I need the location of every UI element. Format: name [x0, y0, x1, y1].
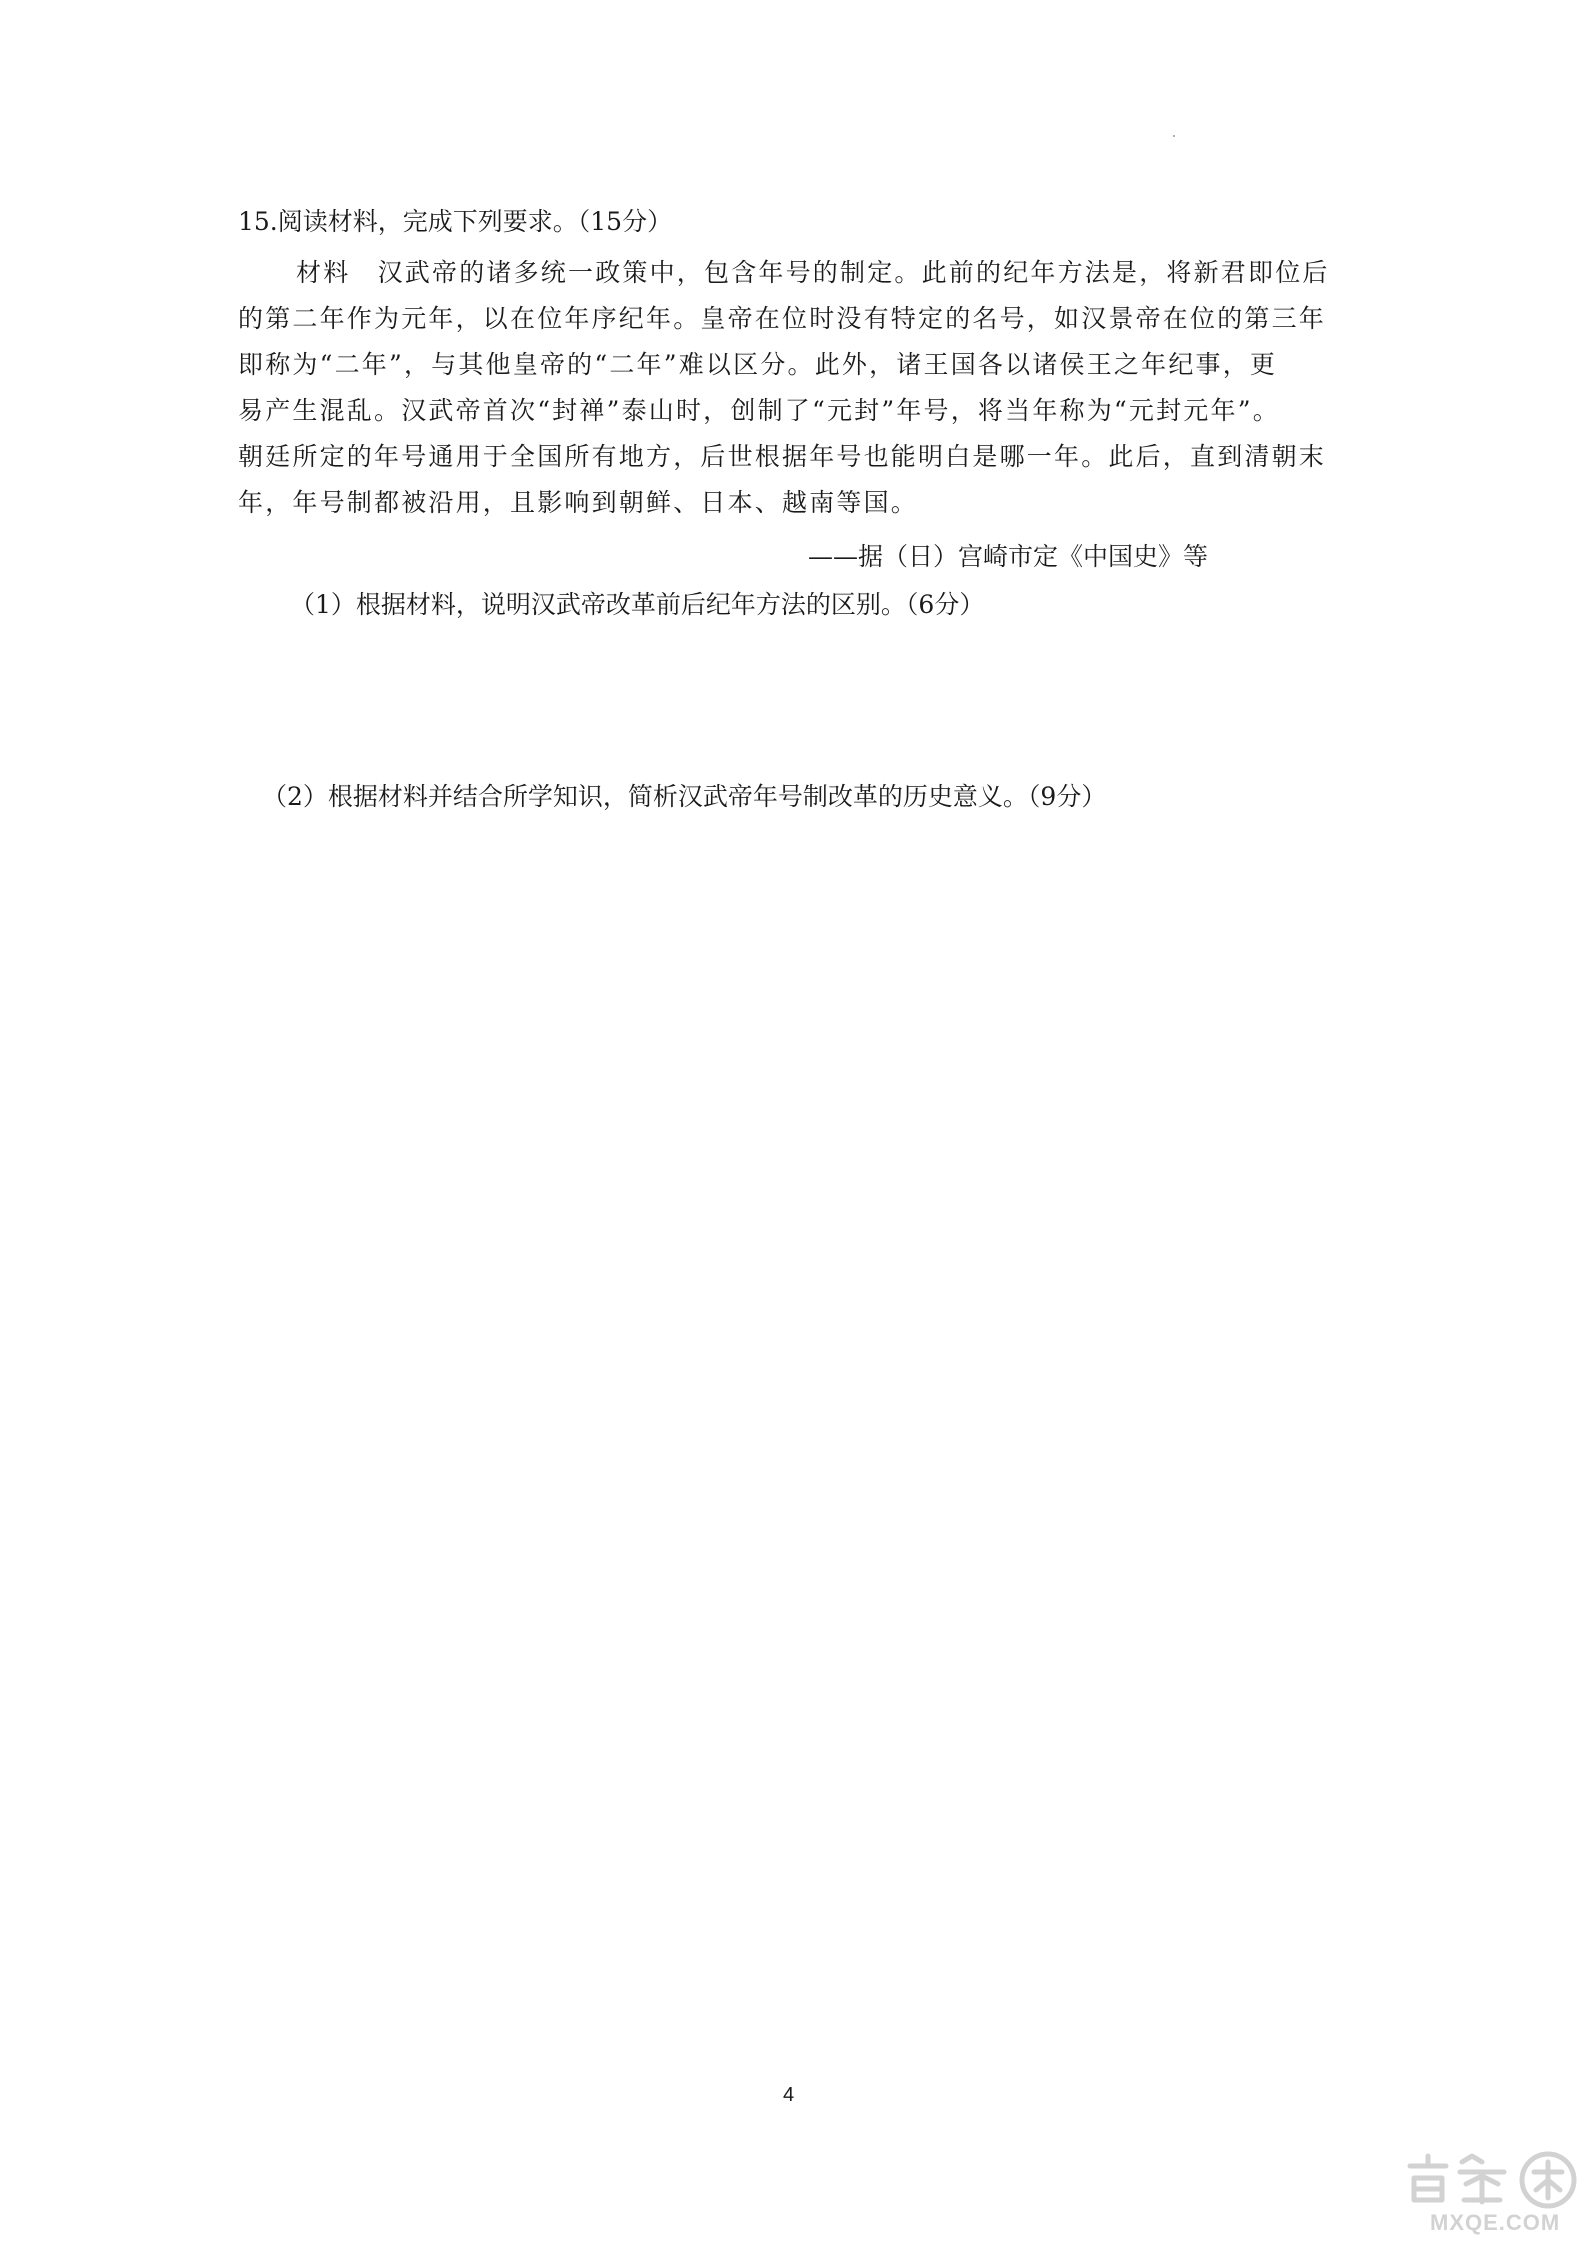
- answer-space-2: [238, 830, 1348, 2060]
- watermark-seal-icon: [1400, 2148, 1582, 2212]
- material-line: 年，年号制都被沿用，且影响到朝鲜、日本、越南等国。: [238, 488, 919, 517]
- material-source: ——据（日）宫崎市定《中国史》等: [808, 542, 1209, 571]
- material-passage: [238, 250, 1348, 526]
- material-line: 易产生混乱。汉武帝首次“封禅”泰山时，创制了“元封”年号，将当年称为“元封元年”。: [238, 396, 1280, 425]
- watermark-logo: [1400, 2148, 1582, 2240]
- material-line: 的第二年作为元年，以在位年序纪年。皇帝在位时没有特定的名号，如汉景帝在位的第三年: [238, 304, 1327, 333]
- scan-speck: [1173, 135, 1175, 137]
- material-line: 材料 汉武帝的诸多统一政策中，包含年号的制定。此前的纪年方法是，将新君即位后: [296, 258, 1330, 287]
- material-line: 即称为“二年”，与其他皇帝的“二年”难以区分。此外，诸王国各以诸侯王之年纪事，更: [238, 350, 1278, 379]
- sub-question-1: （1）根据材料，说明汉武帝改革前后纪年方法的区别。（6分）: [290, 590, 985, 619]
- material-line: 朝廷所定的年号通用于全国所有地方，后世根据年号也能明白是哪一年。此后，直到清朝末: [238, 442, 1327, 471]
- watermark-text: MXQE.COM: [1430, 2210, 1561, 2235]
- page-number: 4: [783, 2084, 795, 2106]
- sub-question-2: （2）根据材料并结合所学知识，简析汉武帝年号制改革的历史意义。（9分）: [262, 782, 1107, 811]
- answer-space-1: [238, 630, 1348, 770]
- question-title: 15.阅读材料，完成下列要求。（15分）: [238, 207, 673, 236]
